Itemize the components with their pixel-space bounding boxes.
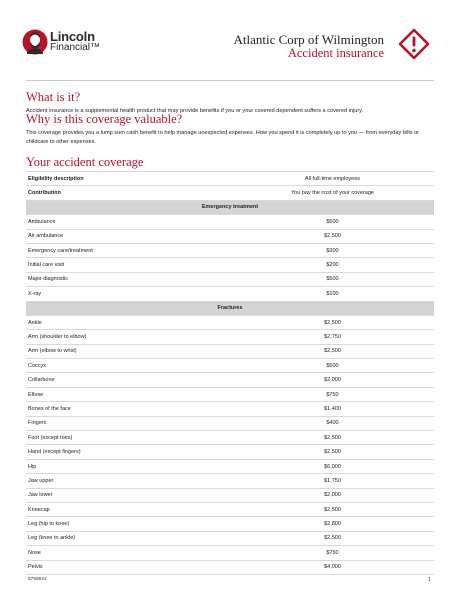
- benefit-label: Ambulance: [26, 215, 231, 229]
- lincoln-portrait-icon: [22, 28, 48, 56]
- table-row: [26, 502, 434, 516]
- benefit-label: Bones of the face: [26, 402, 231, 416]
- company-name: Atlantic Corp of Wilmington: [233, 32, 384, 47]
- benefit-label: Hand (except fingers): [26, 445, 231, 459]
- table-row: [26, 445, 434, 459]
- table-row: [26, 172, 434, 186]
- coverage-heading: Your accident coverage: [26, 155, 144, 169]
- benefit-amount: $2,000: [231, 488, 434, 502]
- contribution-label: Contribution: [26, 186, 231, 200]
- table-row: [26, 344, 434, 358]
- logo-wordmark-line2: Financial™: [50, 42, 101, 53]
- table-row: [26, 215, 434, 229]
- table-section-header: [26, 200, 434, 214]
- benefit-amount: $400: [231, 416, 434, 430]
- benefit-amount: $500: [231, 359, 434, 373]
- benefit-amount: $1,750: [231, 474, 434, 488]
- benefit-amount: $2,500: [231, 502, 434, 516]
- benefit-label: Emergency care/treatment: [26, 243, 231, 257]
- table-row: [26, 431, 434, 445]
- benefit-label: Ankle: [26, 315, 231, 329]
- table-row: [26, 330, 434, 344]
- benefit-label: Kneecap: [26, 502, 231, 516]
- table-section-header: [26, 301, 434, 315]
- table-row: [26, 186, 434, 200]
- benefit-label: Collarbone: [26, 373, 231, 387]
- benefit-amount: $750: [231, 546, 434, 560]
- benefit-amount: $2,800: [231, 517, 434, 531]
- benefit-amount: $2,750: [231, 330, 434, 344]
- benefit-amount: $1,400: [231, 402, 434, 416]
- benefit-label: Jaw lower: [26, 488, 231, 502]
- benefit-amount: $200: [231, 258, 434, 272]
- what-is-it-text: Accident insurance is a supplemental health product that may provide benefits if you or your covered dependent suffers a covered injury.: [26, 108, 364, 114]
- benefit-amount: $6,000: [231, 459, 434, 473]
- table-row: [26, 517, 434, 531]
- benefit-amount: $2,500: [231, 344, 434, 358]
- benefit-label: Leg (knee to ankle): [26, 531, 231, 545]
- benefit-label: Pelvis: [26, 560, 231, 574]
- product-name: Accident insurance: [287, 46, 384, 60]
- eligibility-label: Eligibility description: [26, 172, 231, 186]
- benefit-amount: $500: [231, 215, 434, 229]
- logo-wordmark-line1: Lincoln: [50, 29, 95, 44]
- benefit-amount: $2,000: [231, 373, 434, 387]
- table-row: [26, 387, 434, 401]
- why-valuable-heading: Why is this coverage valuable?: [26, 112, 183, 126]
- exclamation-diamond-icon: [398, 28, 430, 60]
- benefit-label: Fingers: [26, 416, 231, 430]
- coverage-table: [26, 171, 434, 575]
- benefit-amount: $4,000: [231, 560, 434, 574]
- table-row: [26, 546, 434, 560]
- benefit-label: Coccyx: [26, 359, 231, 373]
- emergency-treatment-header: Emergency treatment: [26, 200, 434, 214]
- benefit-amount: $100: [231, 287, 434, 301]
- benefit-label: Air ambulance: [26, 229, 231, 243]
- benefit-label: Leg (hip to knee): [26, 517, 231, 531]
- benefit-label: Elbow: [26, 387, 231, 401]
- benefit-amount: $2,500: [231, 229, 434, 243]
- table-row: [26, 416, 434, 430]
- benefit-amount: $2,500: [231, 431, 434, 445]
- benefit-amount: $750: [231, 387, 434, 401]
- fractures-header: Fractures: [26, 301, 434, 315]
- benefit-label: Major diagnostic: [26, 272, 231, 286]
- page-number: 1: [428, 577, 431, 583]
- benefit-label: X-ray: [26, 287, 231, 301]
- benefit-amount: $2,500: [231, 315, 434, 329]
- table-row: [26, 229, 434, 243]
- table-row: [26, 402, 434, 416]
- header-divider: [26, 80, 434, 81]
- page-header: [0, 0, 460, 80]
- table-row: [26, 474, 434, 488]
- benefit-amount: $500: [231, 272, 434, 286]
- contribution-value: You pay the cost of your coverage: [231, 186, 434, 200]
- benefit-label: Jaw upper: [26, 474, 231, 488]
- table-row: [26, 459, 434, 473]
- table-row: [26, 359, 434, 373]
- benefit-amount: $300: [231, 243, 434, 257]
- table-row: [26, 258, 434, 272]
- eligibility-value: All full-time employees: [231, 172, 434, 186]
- benefit-label: Nose: [26, 546, 231, 560]
- benefit-amount: $2,500: [231, 531, 434, 545]
- benefit-label: Hip: [26, 459, 231, 473]
- what-is-it-heading: What is it?: [26, 90, 81, 104]
- table-row: [26, 531, 434, 545]
- benefit-amount: $2,500: [231, 445, 434, 459]
- benefit-label: Arm (shoulder to elbow): [26, 330, 231, 344]
- table-row: [26, 373, 434, 387]
- why-valuable-text: This coverage provides you a lump sum cash benefit to help manage unexpected expenses. How you spend it is completely up to you — from everyday bills or childcare to other expenses.: [26, 130, 420, 145]
- lincoln-financial-logo: [22, 28, 112, 56]
- document-code: 6758624: [28, 577, 47, 582]
- table-row: [26, 243, 434, 257]
- table-row: [26, 488, 434, 502]
- benefit-label: Foot (except toes): [26, 431, 231, 445]
- table-row: [26, 272, 434, 286]
- benefit-label: Arm (elbow to wrist): [26, 344, 231, 358]
- table-row: [26, 315, 434, 329]
- table-row: [26, 560, 434, 574]
- table-row: [26, 287, 434, 301]
- benefit-label: Initial care visit: [26, 258, 231, 272]
